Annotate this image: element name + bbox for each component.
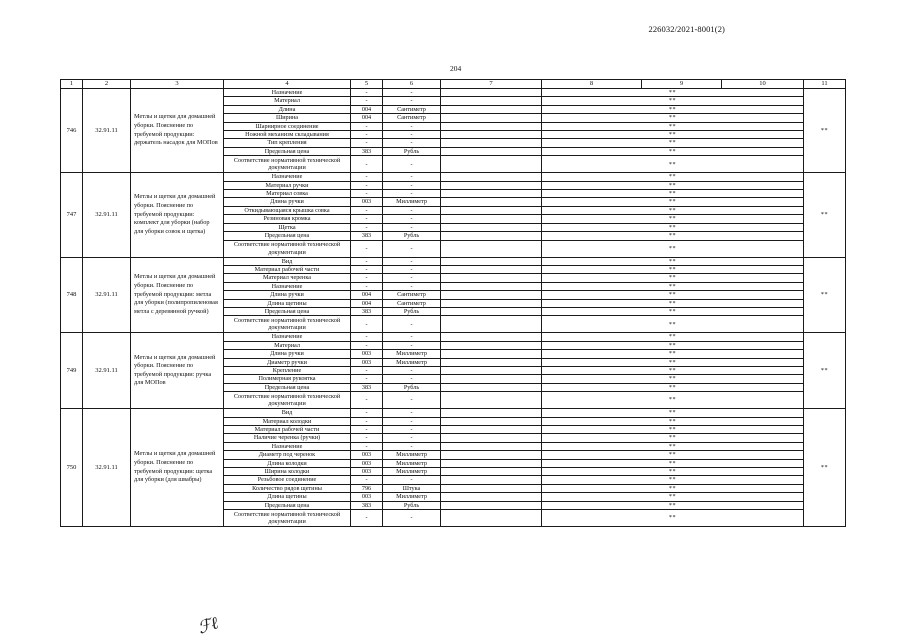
unit-code: - (351, 89, 383, 97)
unit-code: 383 (351, 501, 383, 509)
characteristic-name: Материал рабочей части (224, 426, 351, 434)
unit-name: Рубль (383, 232, 441, 240)
column-header-9: 9 (642, 80, 722, 89)
unit-name: - (383, 341, 441, 349)
unit-code: - (351, 341, 383, 349)
unit-name: - (383, 97, 441, 105)
characteristic-value: ** (542, 215, 804, 223)
unit-name: Миллиметр (383, 451, 441, 459)
column-7-cell (441, 476, 542, 484)
unit-code: - (351, 265, 383, 273)
characteristic-name: Предельная цена (224, 147, 351, 155)
column-7-cell (441, 459, 542, 467)
column-7-cell (441, 383, 542, 391)
document-number: 226032/2021-8001(2) (648, 24, 725, 34)
characteristic-name: Резиновая кромка (224, 215, 351, 223)
unit-code: - (351, 274, 383, 282)
characteristic-name: Соответствие нормативной технической документации (224, 156, 351, 173)
column-number-row (61, 80, 846, 89)
column-header-1: 1 (61, 80, 83, 89)
characteristic-value: ** (542, 147, 804, 155)
column-11-value: ** (804, 409, 846, 527)
characteristic-name: Ширина (224, 114, 351, 122)
characteristic-value: ** (542, 139, 804, 147)
column-7-cell (441, 240, 542, 257)
column-7-cell (441, 316, 542, 333)
characteristic-name: Соответствие нормативной технической документации (224, 240, 351, 257)
unit-name: - (383, 375, 441, 383)
characteristic-name: Вид (224, 409, 351, 417)
unit-name: Сантиметр (383, 299, 441, 307)
characteristic-name: Предельная цена (224, 383, 351, 391)
unit-code: - (351, 510, 383, 527)
unit-code: - (351, 409, 383, 417)
column-7-cell (441, 223, 542, 231)
column-7-cell (441, 392, 542, 409)
unit-code: 796 (351, 484, 383, 492)
unit-name: - (383, 156, 441, 173)
characteristic-value: ** (542, 265, 804, 273)
characteristic-value: ** (542, 307, 804, 315)
requirements-table (60, 79, 846, 527)
characteristic-value: ** (542, 105, 804, 113)
unit-code: - (351, 257, 383, 265)
column-7-cell (441, 131, 542, 139)
unit-name: Сантиметр (383, 291, 441, 299)
unit-code: - (351, 181, 383, 189)
characteristic-name: Шарнирное соединение (224, 122, 351, 130)
characteristic-row (61, 409, 846, 417)
column-header-2: 2 (83, 80, 131, 89)
column-7-cell (441, 190, 542, 198)
row-number: 747 (61, 173, 83, 257)
characteristic-name: Длина колодки (224, 459, 351, 467)
unit-name: - (383, 510, 441, 527)
unit-code: 004 (351, 105, 383, 113)
unit-code: - (351, 97, 383, 105)
characteristic-value: ** (542, 316, 804, 333)
unit-code: - (351, 223, 383, 231)
characteristic-value: ** (542, 392, 804, 409)
column-11-value: ** (804, 173, 846, 257)
unit-name: - (383, 240, 441, 257)
characteristic-name: Ножной механизм складывания (224, 131, 351, 139)
characteristic-name: Материал (224, 97, 351, 105)
characteristic-value: ** (542, 190, 804, 198)
characteristic-name: Щетка (224, 223, 351, 231)
column-7-cell (441, 139, 542, 147)
column-7-cell (441, 434, 542, 442)
characteristic-name: Длина щетины (224, 299, 351, 307)
unit-code: - (351, 426, 383, 434)
unit-name: Миллиметр (383, 459, 441, 467)
unit-code: 003 (351, 350, 383, 358)
unit-name: Миллиметр (383, 493, 441, 501)
characteristic-name: Материал колодки (224, 417, 351, 425)
characteristic-value: ** (542, 274, 804, 282)
row-number: 749 (61, 333, 83, 409)
unit-name: - (383, 282, 441, 290)
characteristic-name: Полимерная рукоятка (224, 375, 351, 383)
column-7-cell (441, 307, 542, 315)
characteristic-value: ** (542, 510, 804, 527)
column-7-cell (441, 181, 542, 189)
column-7-cell (441, 89, 542, 97)
characteristic-value: ** (542, 122, 804, 130)
unit-code: 383 (351, 232, 383, 240)
column-7-cell (441, 426, 542, 434)
product-description: Метлы и щетки для домашней уборки. Пояснение по требуемой продукции: комплект для уборки (набор для уборки совок и щетка) (131, 173, 224, 257)
okpd-code: 32.91.11 (83, 257, 131, 333)
column-7-cell (441, 451, 542, 459)
unit-code: - (351, 366, 383, 374)
characteristic-value: ** (542, 173, 804, 181)
characteristic-value: ** (542, 97, 804, 105)
characteristic-value: ** (542, 375, 804, 383)
characteristic-name: Длина щетины (224, 493, 351, 501)
characteristic-name: Предельная цена (224, 232, 351, 240)
handwritten-signature: ℱℓ (195, 613, 222, 639)
characteristic-name: Материал черенка (224, 274, 351, 282)
column-header-11: 11 (804, 80, 846, 89)
product-description: Метлы и щетки для домашней уборки. Пояснение по требуемой продукции: ручка для МОПов (131, 333, 224, 409)
unit-code: - (351, 434, 383, 442)
product-description: Метлы и щетки для домашней уборки. Пояснение по требуемой продукции: держатель насадок для МОПов (131, 89, 224, 173)
column-header-3: 3 (131, 80, 224, 89)
unit-code: 003 (351, 493, 383, 501)
characteristic-name: Ширина колодки (224, 468, 351, 476)
column-7-cell (441, 375, 542, 383)
unit-name: Штука (383, 484, 441, 492)
characteristic-name: Вид (224, 257, 351, 265)
characteristic-value: ** (542, 409, 804, 417)
characteristic-value: ** (542, 341, 804, 349)
characteristic-row (61, 173, 846, 181)
characteristic-value: ** (542, 426, 804, 434)
column-header-7: 7 (441, 80, 542, 89)
unit-name: - (383, 139, 441, 147)
characteristic-value: ** (542, 484, 804, 492)
okpd-code: 32.91.11 (83, 409, 131, 527)
column-7-cell (441, 274, 542, 282)
column-7-cell (441, 122, 542, 130)
characteristic-name: Диаметр ручки (224, 358, 351, 366)
characteristic-name: Количество рядов щетины (224, 484, 351, 492)
characteristic-name: Предельная цена (224, 501, 351, 509)
unit-name: - (383, 442, 441, 450)
unit-name: Миллиметр (383, 198, 441, 206)
column-7-cell (441, 493, 542, 501)
column-7-cell (441, 409, 542, 417)
unit-name: Рубль (383, 501, 441, 509)
characteristic-value: ** (542, 131, 804, 139)
characteristic-name: Материал рабочей части (224, 265, 351, 273)
okpd-code: 32.91.11 (83, 89, 131, 173)
column-7-cell (441, 350, 542, 358)
characteristic-name: Диаметр под черенок (224, 451, 351, 459)
column-7-cell (441, 215, 542, 223)
characteristic-name: Назначение (224, 173, 351, 181)
characteristic-value: ** (542, 181, 804, 189)
characteristic-name: Соответствие нормативной технической документации (224, 316, 351, 333)
characteristic-value: ** (542, 257, 804, 265)
unit-code: - (351, 392, 383, 409)
unit-code: 003 (351, 459, 383, 467)
characteristic-value: ** (542, 89, 804, 97)
table-body (61, 89, 846, 527)
unit-name: - (383, 333, 441, 341)
column-7-cell (441, 333, 542, 341)
unit-code: 004 (351, 291, 383, 299)
characteristic-name: Назначение (224, 282, 351, 290)
unit-code: 383 (351, 147, 383, 155)
unit-name: - (383, 89, 441, 97)
unit-name: - (383, 223, 441, 231)
characteristic-value: ** (542, 476, 804, 484)
unit-name: - (383, 409, 441, 417)
unit-name: Рубль (383, 147, 441, 155)
unit-name: - (383, 257, 441, 265)
characteristic-value: ** (542, 350, 804, 358)
unit-code: - (351, 240, 383, 257)
unit-code: - (351, 476, 383, 484)
unit-name: - (383, 190, 441, 198)
unit-code: - (351, 122, 383, 130)
unit-name: - (383, 476, 441, 484)
unit-name: - (383, 265, 441, 273)
column-header-6: 6 (383, 80, 441, 89)
unit-name: - (383, 417, 441, 425)
characteristic-value: ** (542, 493, 804, 501)
unit-code: 003 (351, 451, 383, 459)
unit-code: - (351, 131, 383, 139)
column-11-value: ** (804, 89, 846, 173)
okpd-code: 32.91.11 (83, 173, 131, 257)
unit-name: - (383, 434, 441, 442)
page-number: 204 (450, 64, 462, 73)
characteristic-value: ** (542, 206, 804, 214)
column-7-cell (441, 97, 542, 105)
characteristic-name: Соответствие нормативной технической документации (224, 510, 351, 527)
characteristic-value: ** (542, 333, 804, 341)
product-description: Метлы и щетки для домашней уборки. Пояснение по требуемой продукции: щетка для уборки (для швабры) (131, 409, 224, 527)
column-7-cell (441, 147, 542, 155)
column-11-value: ** (804, 333, 846, 409)
column-7-cell (441, 299, 542, 307)
unit-code: - (351, 333, 383, 341)
column-7-cell (441, 206, 542, 214)
unit-name: - (383, 274, 441, 282)
unit-name: Миллиметр (383, 358, 441, 366)
column-7-cell (441, 417, 542, 425)
unit-code: - (351, 282, 383, 290)
column-7-cell (441, 265, 542, 273)
characteristic-value: ** (542, 451, 804, 459)
column-7-cell (441, 501, 542, 509)
unit-name: Рубль (383, 383, 441, 391)
characteristic-name: Откидывающаяся крышка совка (224, 206, 351, 214)
characteristic-value: ** (542, 156, 804, 173)
unit-code: - (351, 206, 383, 214)
characteristic-row (61, 257, 846, 265)
characteristic-name: Соответствие нормативной технической документации (224, 392, 351, 409)
column-7-cell (441, 366, 542, 374)
column-7-cell (441, 173, 542, 181)
characteristic-value: ** (542, 223, 804, 231)
characteristic-name: Резьбовое соединение (224, 476, 351, 484)
column-7-cell (441, 468, 542, 476)
unit-name: - (383, 181, 441, 189)
product-description: Метлы и щетки для домашней уборки. Пояснение по требуемой продукции: метла для уборки (полипропиленовая метла с деревянной ручкой) (131, 257, 224, 333)
characteristic-value: ** (542, 366, 804, 374)
column-7-cell (441, 442, 542, 450)
column-7-cell (441, 257, 542, 265)
column-header-4: 4 (224, 80, 351, 89)
characteristic-name: Назначение (224, 333, 351, 341)
characteristic-name: Длина ручки (224, 350, 351, 358)
column-7-cell (441, 114, 542, 122)
characteristic-name: Наличие черенка (ручки) (224, 434, 351, 442)
characteristic-name: Материал ручки (224, 181, 351, 189)
unit-name: Миллиметр (383, 350, 441, 358)
characteristic-value: ** (542, 501, 804, 509)
column-header-5: 5 (351, 80, 383, 89)
unit-name: - (383, 215, 441, 223)
column-11-value: ** (804, 257, 846, 333)
unit-name: - (383, 122, 441, 130)
column-7-cell (441, 156, 542, 173)
column-7-cell (441, 358, 542, 366)
column-7-cell (441, 484, 542, 492)
unit-code: 383 (351, 383, 383, 391)
characteristic-value: ** (542, 468, 804, 476)
characteristic-value: ** (542, 459, 804, 467)
unit-name: - (383, 426, 441, 434)
unit-code: 383 (351, 307, 383, 315)
column-7-cell (441, 232, 542, 240)
unit-name: Рубль (383, 307, 441, 315)
column-header-8: 8 (542, 80, 642, 89)
unit-name: - (383, 131, 441, 139)
unit-code: - (351, 215, 383, 223)
characteristic-value: ** (542, 299, 804, 307)
unit-code: 003 (351, 198, 383, 206)
characteristic-name: Длина ручки (224, 198, 351, 206)
characteristic-value: ** (542, 417, 804, 425)
characteristic-name: Длина ручки (224, 291, 351, 299)
characteristic-name: Крепление (224, 366, 351, 374)
unit-code: - (351, 190, 383, 198)
unit-code: - (351, 442, 383, 450)
characteristic-value: ** (542, 358, 804, 366)
row-number: 748 (61, 257, 83, 333)
row-number: 746 (61, 89, 83, 173)
characteristic-value: ** (542, 198, 804, 206)
column-7-cell (441, 510, 542, 527)
unit-code: 003 (351, 358, 383, 366)
characteristic-name: Материал (224, 341, 351, 349)
characteristic-value: ** (542, 240, 804, 257)
column-7-cell (441, 282, 542, 290)
unit-code: 004 (351, 114, 383, 122)
column-7-cell (441, 105, 542, 113)
characteristic-name: Длина (224, 105, 351, 113)
unit-code: - (351, 139, 383, 147)
unit-name: - (383, 316, 441, 333)
row-number: 750 (61, 409, 83, 527)
unit-name: - (383, 392, 441, 409)
unit-name: Миллиметр (383, 468, 441, 476)
column-7-cell (441, 291, 542, 299)
unit-name: - (383, 206, 441, 214)
unit-code: - (351, 156, 383, 173)
characteristic-value: ** (542, 282, 804, 290)
characteristic-name: Материал совка (224, 190, 351, 198)
column-header-10: 10 (722, 80, 804, 89)
characteristic-name: Назначение (224, 442, 351, 450)
unit-code: - (351, 417, 383, 425)
characteristic-value: ** (542, 114, 804, 122)
characteristic-row (61, 89, 846, 97)
unit-name: Сантиметр (383, 105, 441, 113)
unit-code: 003 (351, 468, 383, 476)
okpd-code: 32.91.11 (83, 333, 131, 409)
characteristic-value: ** (542, 383, 804, 391)
characteristic-name: Тип крепления (224, 139, 351, 147)
unit-code: - (351, 173, 383, 181)
unit-name: - (383, 173, 441, 181)
unit-code: - (351, 375, 383, 383)
column-7-cell (441, 341, 542, 349)
characteristic-value: ** (542, 434, 804, 442)
unit-code: - (351, 316, 383, 333)
characteristic-name: Предельная цена (224, 307, 351, 315)
characteristic-value: ** (542, 291, 804, 299)
characteristic-name: Назначение (224, 89, 351, 97)
characteristic-value: ** (542, 232, 804, 240)
unit-code: 004 (351, 299, 383, 307)
unit-name: - (383, 366, 441, 374)
unit-name: Сантиметр (383, 114, 441, 122)
characteristic-row (61, 333, 846, 341)
characteristic-value: ** (542, 442, 804, 450)
column-7-cell (441, 198, 542, 206)
